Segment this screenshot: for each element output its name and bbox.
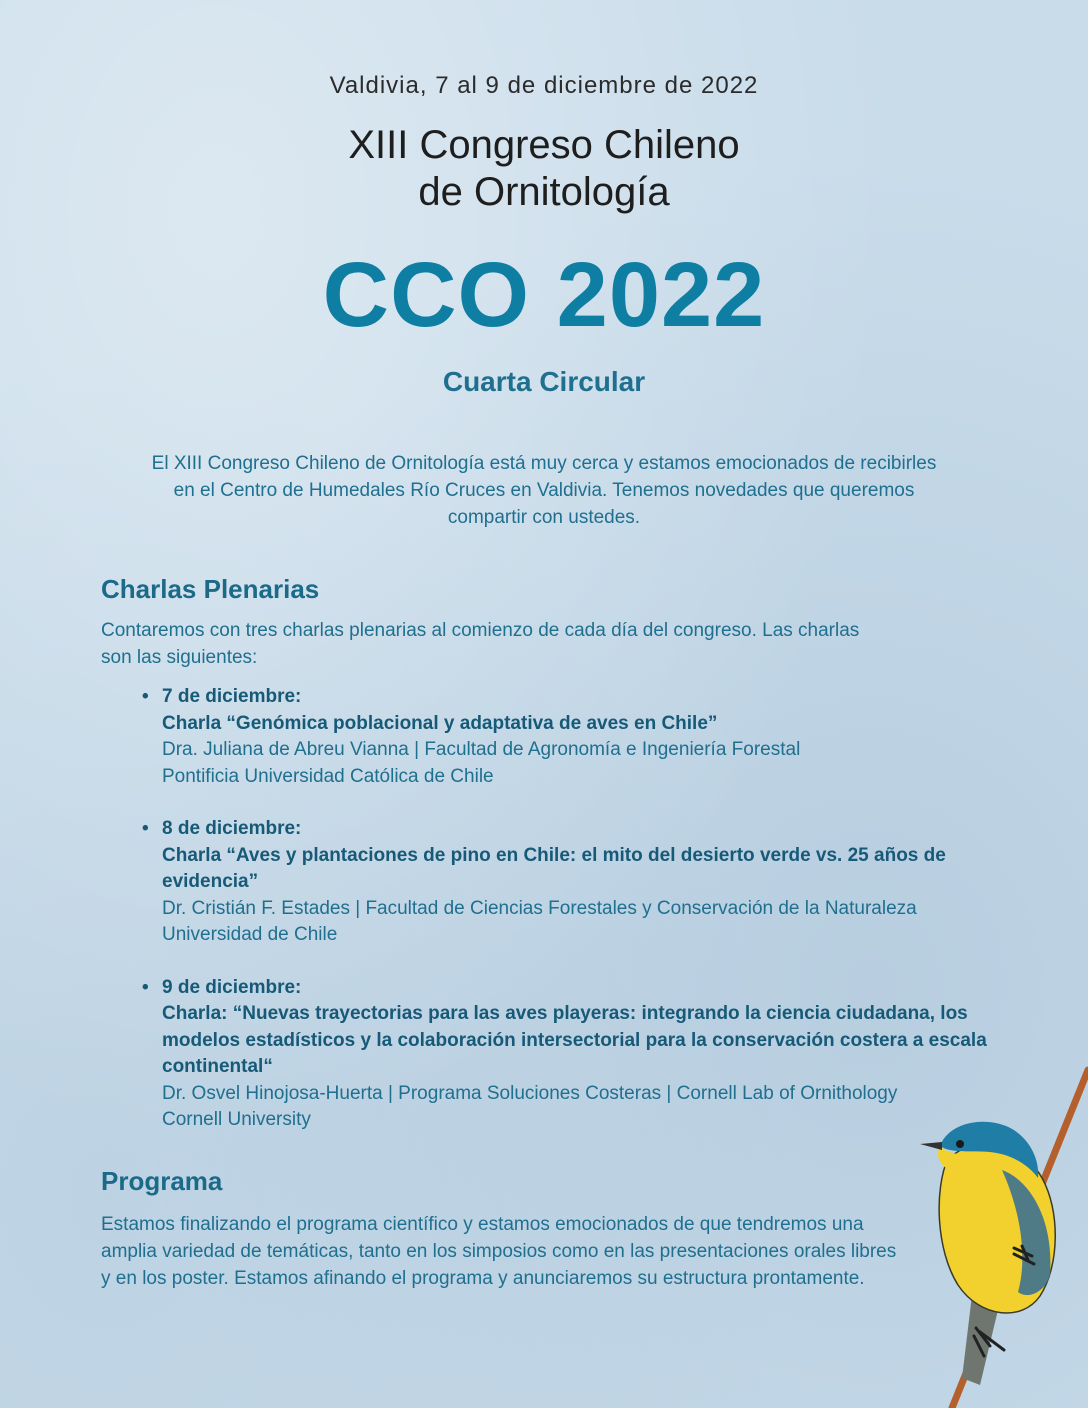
plenarias-description: Contaremos con tres charlas plenarias al comienzo de cada día del congreso. Las charlas son las siguientes:: [101, 620, 860, 668]
circular-subtitle: Cuarta Circular: [442, 366, 646, 397]
brand-title: CCO 2022: [322, 244, 766, 346]
talk-title: Charla “Aves y plantaciones de pino en Chile: el mito del desierto verde vs. 25 años de evidencia”: [162, 844, 946, 892]
bullet-icon: •: [142, 976, 149, 998]
intro-paragraph: El XIII Congreso Chileno de Ornitología está muy cerca y estamos emocionados de recibirles en el Centro de Humedales Río Cruces en Valdivia. Tenemos novedades que queremos compartir con ustedes.: [151, 453, 937, 528]
talk-title: Charla: “Nuevas trayectorias para las aves playeras: integrando la ciencia ciudadana, los modelos estadísticos y la colaboración intersectorial para la conservación costera a escala continental“: [162, 1003, 987, 1077]
talk-speaker: Dr. Osvel Hinojosa-Huerta | Programa Soluciones Costeras | Cornell Lab of Ornithology: [162, 1082, 898, 1104]
plenary-talk-item: [140, 684, 1020, 790]
place-date: Valdivia, 7 al 9 de diciembre de 2022: [329, 72, 759, 99]
bullet-icon: •: [142, 686, 149, 707]
talk-speaker: Dr. Cristián F. Estades | Facultad de Ciencias Forestales y Conservación de la Naturaleza: [162, 897, 917, 919]
bird-beak: [920, 1142, 942, 1150]
programa-heading: Programa: [101, 1166, 223, 1196]
programa-section: [101, 1166, 901, 1292]
talk-institution: Pontificia Universidad Católica de Chile: [162, 765, 494, 787]
plenary-talk-item: [140, 975, 1020, 1134]
talk-date: 8 de diciembre:: [162, 818, 302, 839]
congress-title-line-2: de Ornitología: [418, 170, 670, 214]
bird-illustration-icon: [910, 1060, 1088, 1408]
plenary-talk-item: [140, 816, 1020, 949]
plenary-talk-list: [140, 684, 1020, 1160]
talk-institution: Universidad de Chile: [162, 924, 338, 945]
talk-date: 7 de diciembre:: [162, 686, 302, 707]
talk-institution: Cornell University: [162, 1109, 311, 1130]
talk-title: Charla “Genómica poblacional y adaptativa de aves en Chile”: [162, 712, 718, 734]
bird-eye: [956, 1140, 964, 1148]
plenarias-heading: Charlas Plenarias: [101, 574, 320, 604]
talk-date: 9 de diciembre:: [162, 976, 302, 998]
programa-description: Estamos finalizando el programa científico y estamos emocionados de que tendremos una amplia variedad de temáticas, tanto en los simposios como en las presentaciones orales libres y en los poster. Estamos afinando el programa y anunciaremos su estructura prontamente.: [101, 1214, 897, 1289]
congress-title: [0, 122, 1088, 216]
congress-title-line-1: XIII Congreso Chileno: [348, 123, 740, 167]
talk-speaker: Dra. Juliana de Abreu Vianna | Facultad de Agronomía e Ingeniería Forestal: [162, 739, 801, 760]
plenarias-section: [101, 574, 881, 671]
bullet-icon: •: [142, 818, 149, 839]
